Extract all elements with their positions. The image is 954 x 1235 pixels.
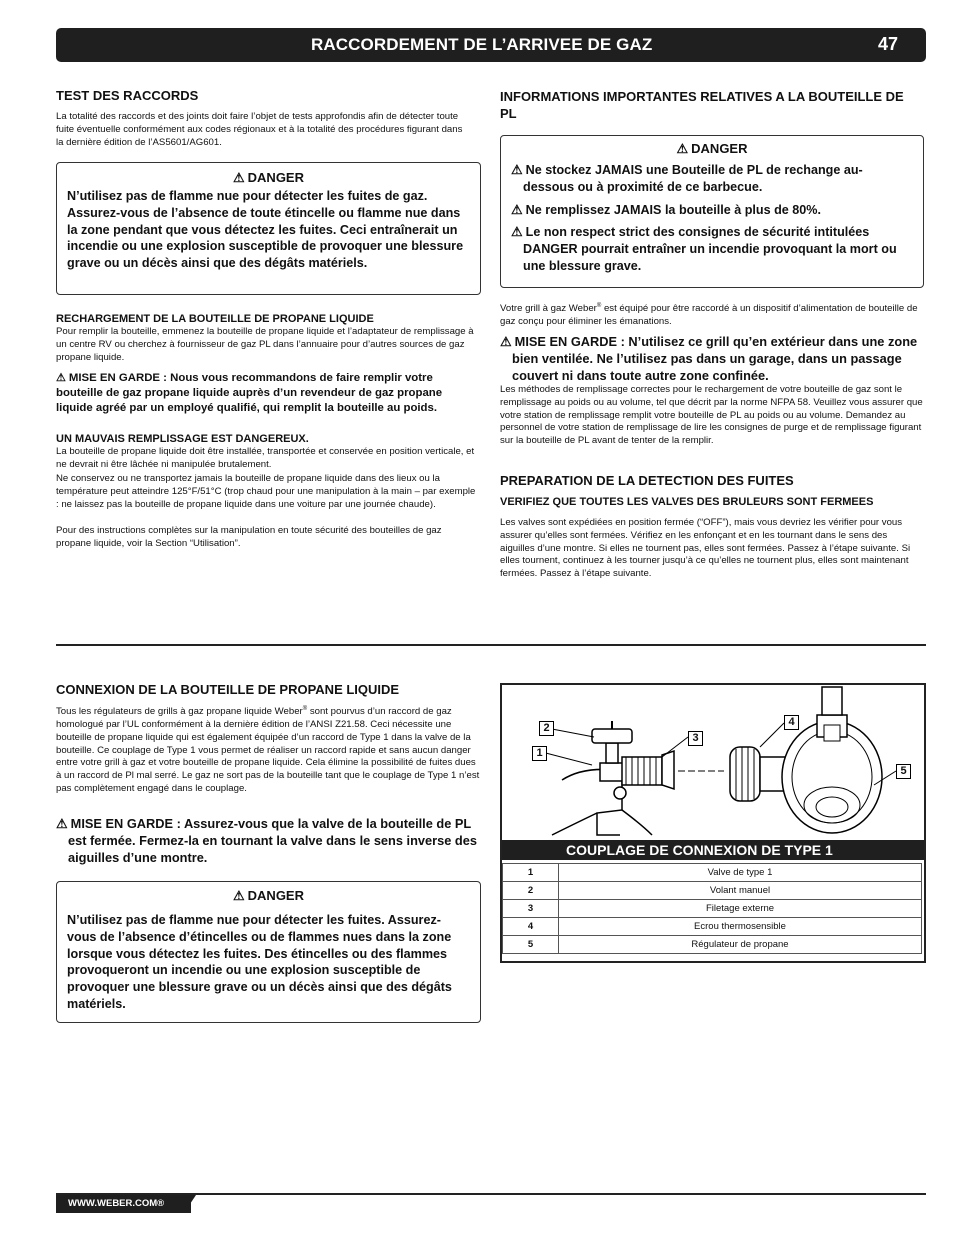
figure-caption-bar <box>502 840 924 860</box>
bad-fill-text-3: Pour des instructions complètes sur la manipulation en toute sécurité des bouteilles de gaz propane liquide, voir la Section “Utilisation”. <box>56 525 442 549</box>
bad-fill-text-1: La bouteille de propane liquide doit être installée, transportée et conservée en position verticale, et ne devrait ni être lâchée ni manipulée brutalement. <box>56 446 475 470</box>
bad-fill-text-2: Ne conservez ou ne transportez jamais la bouteille de propane liquide dans des lieux ou la température peut atteindre 125°F/51°C (trop chaud pour une manipulation à la main – par exemple : ne laissez pas la bouteille de propane liquide dans une voiture par une journée chaude). <box>56 473 476 510</box>
callout-5: 5 <box>896 764 911 779</box>
danger-item-3: ⚠ Le non respect strict des consignes de sécurité intitulées DANGER pourrait entraîner un incendie provoquant la mort ou une blessure grave. <box>511 224 897 273</box>
warning-icon: ⚠ <box>511 224 523 240</box>
caution-3: ⚠ MISE EN GARDE : Assurez-vous que la valve de la bouteille de PL est fermée. Fermez-la en tournant la valve dans le sens inverse des aiguilles d’une montre. <box>56 816 477 865</box>
danger-box-2 <box>500 135 924 288</box>
warning-icon: ⚠ <box>676 141 689 156</box>
coupling-figure <box>500 683 926 963</box>
verify-heading: VERIFIEZ QUE TOUTES LES VALVES DES BRULEURS SONT FERMEES <box>500 496 874 508</box>
connect-heading: CONNEXION DE LA BOUTEILLE DE PROPANE LIQUIDE <box>56 682 400 697</box>
callout-3: 3 <box>688 731 703 746</box>
warning-icon: ⚠ <box>233 170 245 185</box>
callout-1: 1 <box>532 746 547 761</box>
table-row: 3 Filetage externe <box>503 900 922 918</box>
bad-fill-heading: UN MAUVAIS REMPLISSAGE EST DANGEREUX. <box>56 433 309 445</box>
page-title: RACCORDEMENT DE L’ARRIVEE DE GAZ <box>311 35 653 54</box>
table-row: 4 Ecrou thermosensible <box>503 918 922 936</box>
test-text: La totalité des raccords et des joints doit faire l’objet de tests approfondis afin de détecter toute fuite éventuelle conformément aux codes régionaux et à la totalité des procédures figurant dans la dernière édition de l’AS5601/AG601. <box>56 111 463 148</box>
danger-title-2: ⚠ DANGER <box>676 141 748 156</box>
table-row: 5 Régulateur de propane <box>503 936 922 954</box>
warning-icon: ⚠ <box>233 888 245 903</box>
coupling-illustration <box>502 685 924 839</box>
caution-1: ⚠ MISE EN GARDE : Nous vous recommandons de faire remplir votre bouteille de gaz propane liquide auprès d’un revendeur de gaz propane liquide agréé par un employé qualifié, qui remplit la bouteille au poids. <box>56 372 443 414</box>
footer-badge <box>56 1195 191 1213</box>
danger-title-3: ⚠ DANGER <box>233 888 304 903</box>
valves-text: Les valves sont expédiées en position fermée (“OFF”), mais vous devriez les vérifier pour vous assurer qu’elles sont fermées. Vérifiez en les enfonçant et en les tournant dans le sens des aiguilles d’une montre. Si elles ne tournent pas, elles sont fermées. Passez à l’étape suivante. Si elles tournent, continuez à les tourner jusqu’à ce qu’elles ne tournent plus, elles sont maintenant fermées. Passez à l’étape suivante. <box>500 517 911 580</box>
connect-text: Tous les régulateurs de grills à gaz propane liquide Weber® sont pourvus d’un raccord de gaz homologué par l’UL conformément à la dernière édition de l’ANSI Z21.58. Ceci nécessite une bouteille de propane liquide qui est également équipée d’un raccord de Type 1 dans la valve de la bouteille. Ce couplage de Type 1 vous permet de réaliser un raccord rapide et sans aucun danger entre votre grill à gaz et votre bouteille de propane liquide. Cela élimine la possibilité de fuites dues à un raccord de Pl mal serré. Le gaz ne sort pas de la bouteille tant que le couplage de Type 1 n’est pas complètement engagé dans le couplage. <box>56 706 480 794</box>
grill-text: Votre grill à gaz Weber® est équipé pour être raccordé à un dispositif d’alimentation de bouteille de gaz conçu pour éliminer les émanations. <box>500 303 918 327</box>
warning-icon: ⚠ <box>56 372 66 384</box>
figure-caption: COUPLAGE DE CONNEXION DE TYPE 1 <box>566 842 833 858</box>
danger-item-2: ⚠ Ne remplissez JAMAIS la bouteille à plus de 80%. <box>511 201 822 217</box>
footer-url[interactable]: WWW.WEBER.COM® <box>68 1198 165 1209</box>
table-row: 2 Volant manuel <box>503 882 922 900</box>
warning-icon: ⚠ <box>511 162 523 177</box>
warning-icon: ⚠ <box>511 201 523 217</box>
callout-2: 2 <box>539 721 554 736</box>
callout-4: 4 <box>784 715 799 730</box>
refill-text: Pour remplir la bouteille, emmenez la bouteille de propane liquide et l’adaptateur de remplissage à un centre RV ou cherchez à fournisseur de gaz PL dans l’annuaire pour d’autres sources de gaz propane liquide. <box>56 326 474 363</box>
refill-heading: RECHARGEMENT DE LA BOUTEILLE DE PROPANE LIQUIDE <box>56 313 374 325</box>
test-heading: TEST DES RACCORDS <box>56 88 199 103</box>
prep-heading: PREPARATION DE LA DETECTION DES FUITES <box>500 473 794 488</box>
methods-text: Les méthodes de remplissage correctes pour le rechargement de votre bouteille de gaz sont le remplissage au poids ou au volume, tel que décrit par la norme NFPA 58. Veuillez vous assurer que votre station de remplissage remplit votre bouteille de PL au poids ou au volume. Demandez au personnel de votre station de remplissage de lire les consignes de purge et de remplissage figurant sur la bouteille de PL avant de tenter de la remplir. <box>500 384 923 447</box>
danger-text-3: N’utilisez pas de flamme nue pour détecter les fuites. Assurez-vous de l’absence d’étincelles ou de flammes nues dans la zone lorsque vous détectez les fuites. Des étincelles ou des flammes provoqueront un incendie ou une explosion susceptible de provoquer une blessure grave ou un décès ainsi que des dégâts matériels. <box>67 913 452 1011</box>
danger-box-1 <box>56 162 481 295</box>
warning-icon: ⚠ <box>500 334 512 349</box>
danger-item-1: ⚠ Ne stockez JAMAIS une Bouteille de PL de rechange au-dessous ou à proximité de ce barbecue. <box>511 162 863 194</box>
table-row: 1 Valve de type 1 <box>503 864 922 882</box>
danger-box-3 <box>56 881 481 1023</box>
info-heading: INFORMATIONS IMPORTANTES RELATIVES A LA BOUTEILLE DE PL <box>500 89 904 121</box>
page-number: 47 <box>877 34 898 54</box>
warning-icon: ⚠ <box>56 816 68 831</box>
caution-2: ⚠ MISE EN GARDE : N’utilisez ce grill qu’en extérieur dans une zone bien ventilée. Ne l’utilisez pas dans un garage, dans un passage couvert ni dans toute autre zone confinée. <box>500 334 918 383</box>
parts-table <box>502 863 922 954</box>
danger-title-1: ⚠ DANGER <box>233 170 304 185</box>
page-header-bar <box>56 28 926 62</box>
section-divider <box>56 644 926 646</box>
danger-text-1: N’utilisez pas de flamme nue pour détecter les fuites de gaz. Assurez-vous de l’absence de toute étincelle ou flamme nue dans la zone pendant que vous détectez les fuites. Ceci entraînerait un incendie ou une explosion susceptible de provoquer une blessure grave ou un décès ainsi que des dégâts matériels. <box>67 189 464 271</box>
